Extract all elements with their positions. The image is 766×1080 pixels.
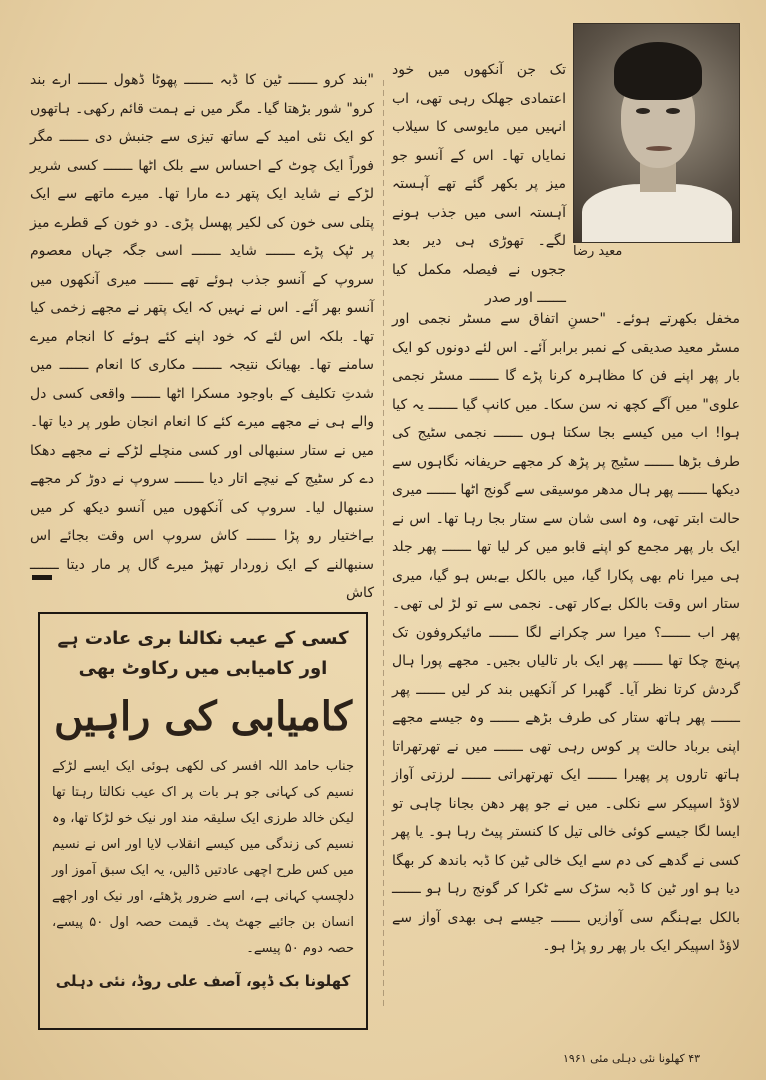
ad-title: کامیابی کی راہیں — [53, 693, 352, 740]
ad-line-1: کسی کے عیب نکالنا بری عادت ہے — [57, 628, 349, 649]
photo-caption: معید رضا — [573, 244, 623, 259]
author-photo — [573, 23, 740, 243]
page-footer: ۴۳ کھلونا نئی دہلی مئی ۱۹۶۱ — [563, 1052, 701, 1065]
ad-body: جناب حامد اللہ افسر کی لکھی ہوئی ایک ایسے لڑکے نسیم کی کہانی جو ہر بات پر اک عیب نکالتا رہتا تھا لیکن خالد طرزی ایک سلیقہ مند اور نیک خو لڑکا تھا، وہ نسیم کی زندگی میں کیسے انقلاب لایا اور اس نے نسیم میں کس طرح اچھی عادتیں ڈالیں، یہ ایک سبق آموز اور دلچسپ کہانی ہے، اسے ضرور پڑھئے، اور نیک اور اچھے انسان بن جائیے جھٹ پٹ۔ قیمت حصہ اول ۵۰ پیسے، حصہ دوم ۵۰ پیسے۔ — [52, 759, 354, 956]
book-advertisement — [38, 612, 368, 1030]
left-column: "بند کرو ـــــــ ٹین کا ڈبہ ـــــــ پھوٹا ڈھول ـــــــ ارے بند کرو" شور بڑھتا گیا۔ مگر میں نے ہمت قائم رکھی۔ ہاتھوں کو ایک نئی امید کے ساتھ تیزی سے جنبش دی ـــــــ مگر فوراً ایک چوٹ کے احساس سے بلک اٹھا ـــــــ کسی شریر لڑکے نے شاید ایک پتھر دے مارا تھا۔ میرے ماتھے سے ایک پتلی سی خون کی لکیر پھسل پڑی۔ دو خون کے قطرے میز پر ٹپک پڑے ـــــــ شاید ـــــــ اسی جگہ جہاں معصوم سروپ کے آنسو جذب ہوئے تھے ـــــــ میری آنکھوں میں آنسو بھر آئے۔ اس نے نہیں کہ ایک پتھر نے مجھے زخمی کیا تھا۔ بلکہ اس لئے کہ خود اپنے کئے ہوئے کا انجام میرے سامنے تھا۔ بھیانک نتیجہ ـــــــ مکاری کا انعام ـــــــ میں شدتِ تکلیف کے باوجود مسکرا اٹھا ـــــــ واقعی کسی دل والے ہی نے مجھے میرے کئے کا انعام انجان طور پر دیا تھا۔ میں نے ستار سنبھالی اور کسی منچلے لڑکے نے مجھے دھکا دے کر سٹیج کے نیچے اتار دیا ـــــــ سروپ نے دوڑ کر مجھے سنبھال لیا۔ سروپ کی آنکھوں میں آنسو دیکھ کر میں بےاختیار رو پڑا ـــــــ کاش سروپ اس وقت بجائے اس سنبھالنے کے ایک زوردار تھپڑ میرے گال پر مار دیتا ـــــــ کاش — [30, 72, 374, 601]
ad-line-2: اور کامیابی میں رکاوٹ بھی — [78, 658, 328, 679]
top-right-paragraph: تک جن آنکھوں میں خود اعتمادی جھلک رہی تھی، اب انہیں میں مایوسی کا سیلاب نمایاں تھا۔ اس کے آنسو جو میز پر بکھر گئے تھے آہستہ آہستہ اسی میں جذب ہونے لگے۔ تھوڑی ہی دیر بعد ججوں نے فیصلہ مکمل کیا ـــــــ اور صدر — [392, 62, 566, 306]
story-end-mark — [32, 575, 52, 580]
right-column: مخفل بکھرتے ہوئے۔ "حسنِ اتفاق سے مسٹر نجمی اور مسٹر معید صدیقی کے نمبر برابر آئے۔ اس لئے دونوں کو ایک بار پھر اپنے فن کا مظاہرہ کرنا پڑے گا ـــــــ مسٹر نجمی علوی" میں آگے کچھ نہ سن سکا۔ میں کانپ گیا ـــــــ یہ کیا ہوا! اب میں کیسے بجا سکتا ہوں ـــــــ نجمی سٹیج کی طرف بڑھا ـــــــ سٹیج پر پڑھ کر مجھے حریفانہ نگاہوں سے دیکھا ـــــــ پھر ہال مدھر موسیقی سے گونج اٹھا ـــــــ میری حالت ابتر تھی، وہ اسی شان سے ستار بجا رہا تھا۔ اس نے ایک بار پھر مجمع کو اپنے قابو میں کر لیا تھا ـــــــ پھر جلد ہی میرا نام بھی پکارا گیا، میں بالکل بےبس ہو گیا، میری ستار اس وقت بالکل بےکار تھی۔ نجمی سے تو لڑ لی تھی۔ پھر اب ـــــــ؟ میرا سر چکرانے لگا ـــــــ مائیکروفون تک پہنچ چکا تھا ـــــــ پھر ایک بار تالیاں بجیں۔ مجھے پورا ہال گردش کرتا نظر آیا۔ گھبرا کر آنکھیں بند کر لیں ـــــــ پھر ـــــــ پھر ہاتھ ستار کی طرف بڑھے ـــــــ وہ جیسے مجھے اپنی برباد حالت پر کوس رہی تھی ـــــــ میں نے تھرتھراتا ہاتھ تاروں پر پھیرا ـــــــ ایک تھرتھراتی ـــــــ لرزتی آواز لاؤڈ اسپیکر سے نکلی۔ میں نے جو پھر دھن بجانا چاہی تو ایسا لگا جیسے کوئی خالی تیل کا کنستر پیٹ رہا ہو۔ یا پھر کسی نے گدھے کی دم سے ایک خالی ٹین کا ڈبہ باندھ کر بھگا دیا ہو اور ٹین کا ڈبہ سڑک سے ٹکرا کر گونج رہا ہو ـــــــ بالکل بےہنگم سی آوازیں ـــــــ جیسے ہی بھدی آواز سے لاؤڈ اسپیکر ایک بار پھر رو پڑا ہو۔ — [392, 311, 740, 954]
ad-publisher: کھلونا بک ڈپو، آصف علی روڈ، نئی دہلی — [55, 972, 351, 990]
column-divider — [383, 80, 384, 1010]
